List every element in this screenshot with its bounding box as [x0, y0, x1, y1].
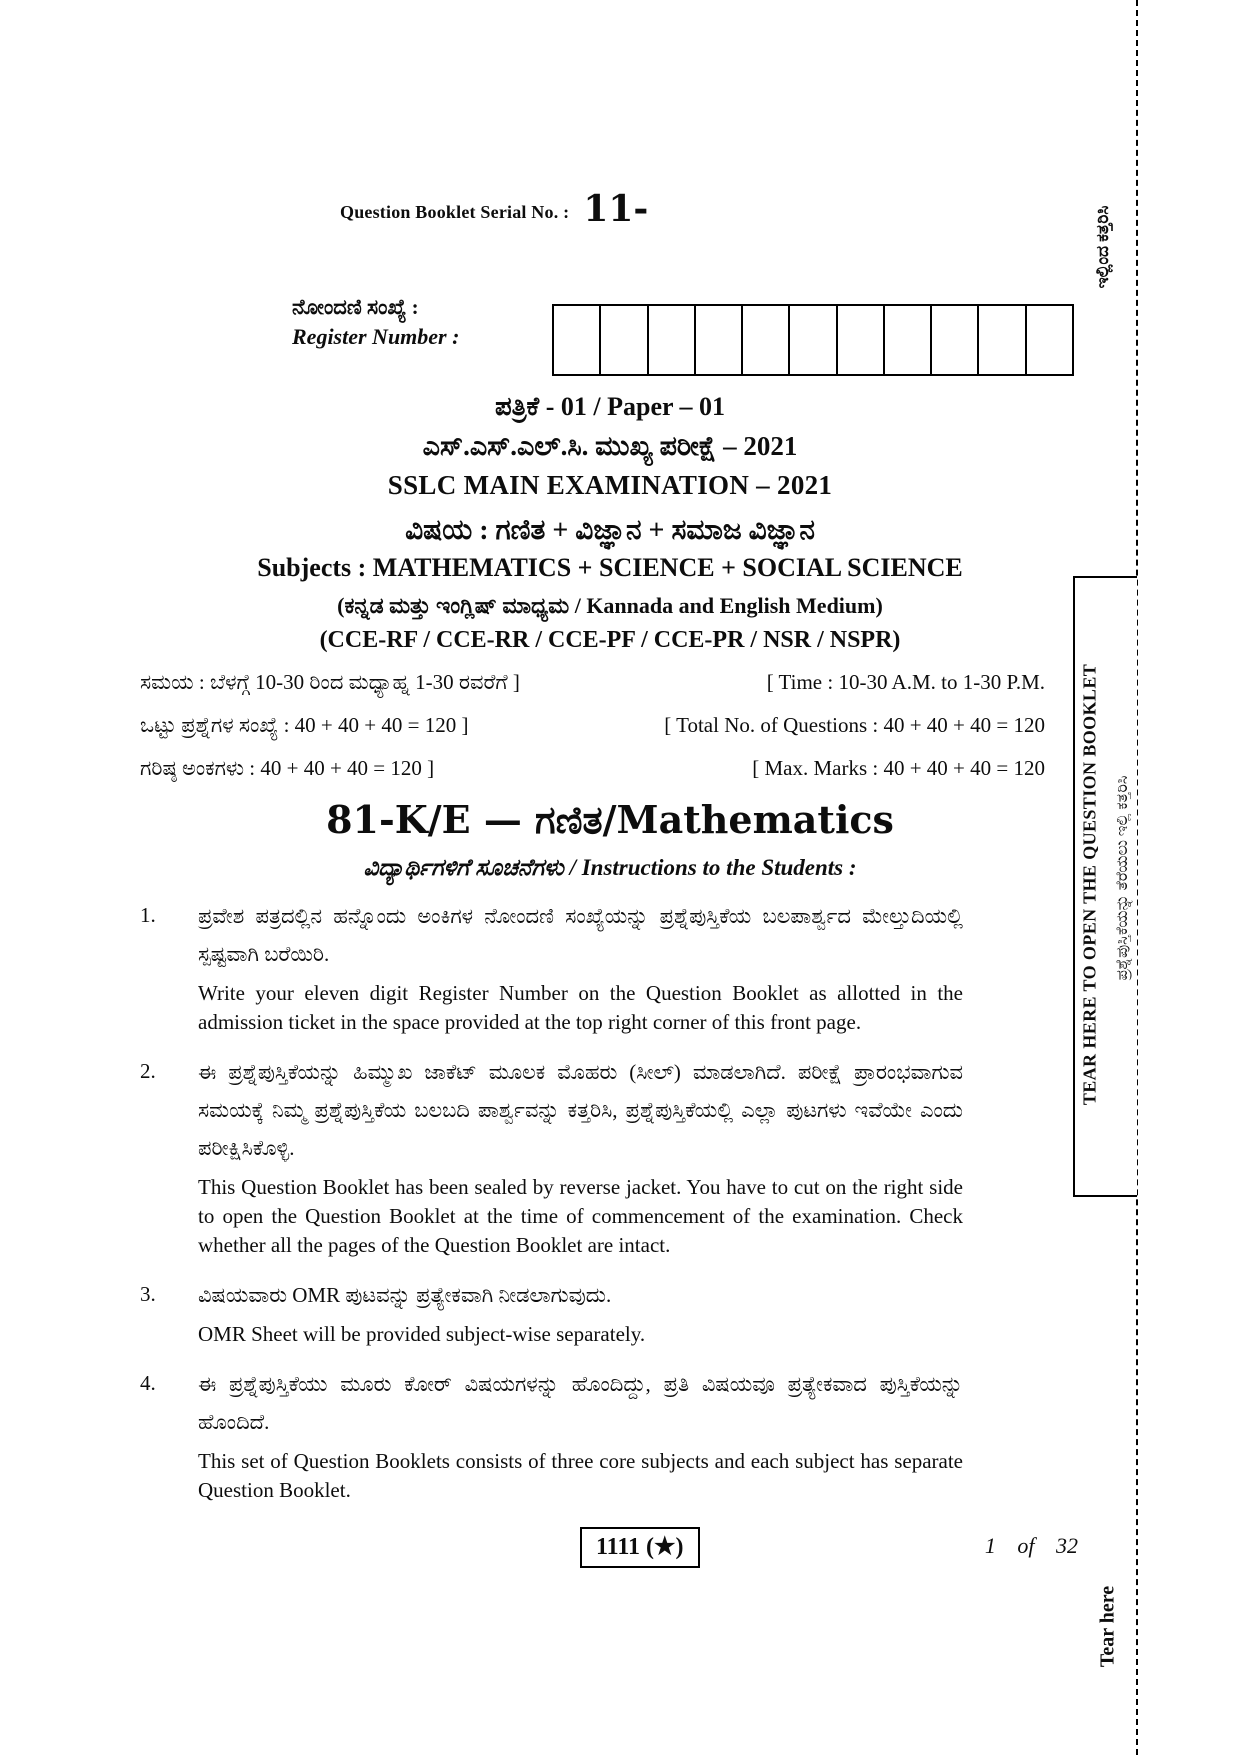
instruction-number: 4.	[140, 1371, 156, 1395]
instruction-text-kannada: ಈ ಪ್ರಶ್ನೆಪುಸ್ತಿಕೆಯು ಮೂರು ಕೋರ್ ವಿಷಯಗಳನ್ನು ಹೊಂದಿದ್ದು, ಪ್ರತಿ ವಿಷಯವೂ ಪ್ರತ್ಯೇಕವಾದ ಪುಸ್ತಿಕೆಯನ್ನು ಹೊಂದಿದೆ.	[198, 1372, 963, 1434]
instruction-number: 3.	[140, 1282, 156, 1306]
register-digit-cell[interactable]	[930, 306, 977, 374]
instruction-number: 2.	[140, 1059, 156, 1083]
register-digit-cell[interactable]	[836, 306, 883, 374]
instruction-item	[140, 1276, 1080, 1349]
serial-number-row	[140, 188, 1080, 230]
booklet-subject-title: 81-K/E — ಗಣಿತ/Mathematics	[326, 797, 894, 842]
cut-here-kannada-vertical-text: ಇಲ್ಲಿಂದ ಕತ್ತರಿಸಿ	[1093, 205, 1112, 289]
subjects-line-english: Subjects : MATHEMATICS + SCIENCE + SOCIAL SCIENCE	[257, 553, 963, 582]
register-digit-cell[interactable]	[1025, 306, 1072, 374]
instruction-body	[198, 1053, 963, 1260]
scheme-codes-line: (CCE-RF / CCE-RR / CCE-PF / CCE-PR / NSR / NSPR)	[319, 627, 901, 653]
tear-here-english-vertical-text: TEAR HERE TO OPEN THE QUESTION BOOKLET	[1079, 663, 1100, 1106]
instruction-item	[140, 1365, 1080, 1505]
meta-kannada: ಒಟ್ಟು ಪ್ರಶ್ನೆಗಳ ಸಂಖ್ಯೆ : 40 + 40 + 40 = 120 ]	[140, 713, 469, 737]
meta-english: [ Time : 10-30 A.M. to 1-30 P.M.	[766, 670, 1045, 694]
register-number-grid[interactable]	[552, 304, 1074, 376]
register-digit-cell[interactable]	[599, 306, 646, 374]
meta-english: [ Max. Marks : 40 + 40 + 40 = 120	[752, 756, 1045, 780]
instruction-item	[140, 1053, 1080, 1260]
instruction-body	[198, 897, 963, 1037]
instruction-body	[198, 1365, 963, 1505]
instruction-body	[198, 1276, 963, 1349]
instruction-text-english: This Question Booklet has been sealed by reverse jacket. You have to cut on the right side to open the Question Booklet at the time of commencement of the examination. Check whether all the pages of the Question Booklet are intact.	[198, 1175, 963, 1257]
page-indicator: 1 of 32	[984, 1533, 1078, 1558]
register-digit-cell[interactable]	[977, 306, 1024, 374]
exam-title-kannada: ಎಸ್.ಎಸ್.ಎಲ್.ಸಿ. ಮುಖ್ಯ ಪರೀಕ್ಷೆ – 2021	[422, 431, 798, 461]
meta-kannada: ಸಮಯ : ಬೆಳಗ್ಗೆ 10-30 ರಿಂದ ಮಧ್ಯಾಹ್ನ 1-30 ರವರೆಗೆ ]	[140, 670, 520, 694]
instructions-list	[140, 897, 1080, 1505]
instruction-text-english: OMR Sheet will be provided subject-wise separately.	[198, 1322, 646, 1346]
meta-row	[140, 667, 1080, 697]
instruction-text-kannada: ಈ ಪ್ರಶ್ನೆಪುಸ್ತಿಕೆಯನ್ನು ಹಿಮ್ಮುಖ ಜಾಕೆಟ್ ಮೂಲಕ ಮೊಹರು (ಸೀಲ್) ಮಾಡಲಾಗಿದೆ. ಪರೀಕ್ಷೆ ಪ್ರಾರಂಭವಾಗುವ ಸಮಯಕ್ಕೆ ನಿಮ್ಮ ಪ್ರಶ್ನೆಪುಸ್ತಿಕೆಯ ಬಲಬದಿ ಪಾರ್ಶ್ವವನ್ನು ಕತ್ತರಿಸಿ, ಪ್ರಶ್ನೆಪುಸ್ತಿಕೆಯಲ್ಲಿ ಎಲ್ಲಾ ಪುಟಗಳು ಇವೆಯೇ ಎಂದು ಪರೀಕ್ಷಿಸಿಕೊಳ್ಳಿ.	[198, 1060, 963, 1160]
meta-english: [ Total No. of Questions : 40 + 40 + 40 = 120	[664, 713, 1045, 737]
instruction-text-english: Write your eleven digit Register Number on the Question Booklet as allotted in the admission ticket in the space provided at the top right corner of this front page.	[198, 981, 963, 1034]
instructions-heading: ವಿದ್ಯಾರ್ಥಿಗಳಿಗೆ ಸೂಚನೆಗಳು / Instructions to the Students :	[363, 855, 857, 880]
instruction-text-english: This set of Question Booklets consists of three core subjects and each subject has separate Question Booklet.	[198, 1449, 963, 1502]
instruction-item	[140, 897, 1080, 1037]
footer-row	[140, 1527, 1080, 1587]
tear-here-kannada-vertical-text: ಪ್ರಶ್ನೆಪುಸ್ತಿಕೆಯನ್ನು ತೆರೆಯಲು ಇಲ್ಲಿ ಕತ್ತರಿಸಿ	[1114, 775, 1131, 981]
meta-row	[140, 710, 1080, 740]
register-digit-cell[interactable]	[554, 306, 599, 374]
register-digit-cell[interactable]	[788, 306, 835, 374]
serial-number-value: 11-	[583, 188, 649, 230]
serial-number-label: Question Booklet Serial No. :	[340, 202, 570, 222]
meta-row	[140, 753, 1080, 783]
register-digit-cell[interactable]	[741, 306, 788, 374]
main-content	[140, 0, 1080, 1587]
instruction-number: 1.	[140, 903, 156, 927]
register-number-section	[140, 292, 1080, 376]
medium-line: (ಕನ್ನಡ ಮತ್ತು ಇಂಗ್ಲಿಷ್ ಮಾಧ್ಯಮ / Kannada and English Medium)	[337, 593, 883, 618]
exam-meta-rows	[140, 667, 1080, 783]
exam-title-english: SSLC MAIN EXAMINATION – 2021	[387, 470, 833, 500]
subjects-line-kannada: ವಿಷಯ : ಗಣಿತ + ವಿಜ್ಞಾನ + ಸಮಾಜ ವಿಜ್ಞಾನ	[405, 515, 815, 546]
register-digit-cell[interactable]	[647, 306, 694, 374]
paper-number-line: ಪತ್ರಿಕೆ - 01 / Paper – 01	[494, 392, 726, 421]
meta-kannada: ಗರಿಷ್ಠ ಅಂಕಗಳು : 40 + 40 + 40 = 120 ]	[140, 756, 435, 780]
register-number-labels	[292, 292, 552, 376]
register-number-label-english: Register Number :	[292, 324, 460, 349]
instruction-text-kannada: ಪ್ರವೇಶ ಪತ್ರದಲ್ಲಿನ ಹನ್ನೊಂದು ಅಂಕಿಗಳ ನೋಂದಣಿ ಸಂಖ್ಯೆಯನ್ನು ಪ್ರಶ್ನೆಪುಸ್ತಿಕೆಯ ಬಲಪಾರ್ಶ್ವದ ಮೇಲ್ತುದಿಯಲ್ಲಿ ಸ್ಪಷ್ಟವಾಗಿ ಬರೆಯಿರಿ.	[198, 904, 963, 966]
booklet-code-badge: 1111 (★)	[580, 1527, 700, 1568]
register-number-label-kannada: ನೋಂದಣಿ ಸಂಖ್ಯೆ :	[292, 295, 419, 319]
instruction-text-kannada: ವಿಷಯವಾರು OMR ಪುಟವನ್ನು ಪ್ರತ್ಯೇಕವಾಗಿ ನೀಡಲಾಗುವುದು.	[198, 1283, 612, 1307]
tear-here-bottom-vertical-text: Tear here	[1096, 1585, 1119, 1668]
register-digit-cell[interactable]	[883, 306, 930, 374]
register-digit-cell[interactable]	[694, 306, 741, 374]
